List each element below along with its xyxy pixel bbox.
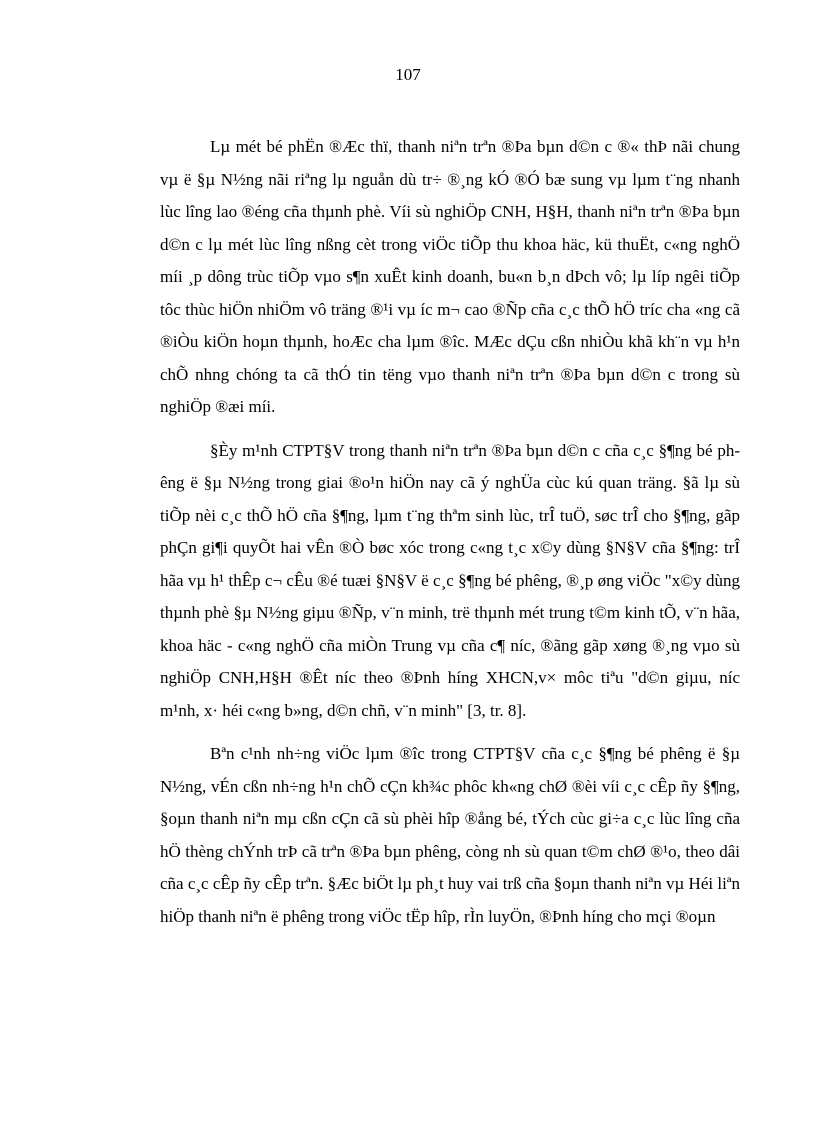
paragraph-2: §Èy m¹nh CTPT§V trong thanh niªn trªn ®Þa bµn d©n c cña c¸c §¶ng bé phêng ë §µ N½ng trong giai ®o¹n hiÖn nay cã ý nghÜa cùc kú quan träng. §ã lµ sù tiÕp nèi c¸c thÕ hÖ cña §¶ng, lµm t¨ng thªm sinh lùc, trÎ tuÖ, søc trÎ cho §¶ng, gãp phÇn gi¶i quyÕt hai vÊn ®Ò bøc xóc trong c«ng t¸c x©y dùng §N§V cña §¶ng: trÎ hãa vµ h¹ thÊp c¬ cÊu ®é tuæi §N§V ë c¸c §¶ng bé phêng, ®¸p øng viÖc "x©y dùng thµnh phè §µ N½ng giµu ®Ñp, v¨n minh, trë thµnh mét trung t©m kinh tÕ, v¨n hãa, khoa häc - c«ng nghÖ cña miÒn Trung vµ cña c¶ níc, ®ãng gãp xøng ®¸ng vµo sù nghiÖp CNH,H§H ®Êt níc theo ®Þnh híng XHCN,v× môc tiªu "d©n giµu, níc m¹nh, x· héi c«ng b»ng, d©n chñ, v¨n minh" [3, tr. 8].	[160, 440, 740, 720]
body-text	[160, 131, 740, 933]
paragraph-1: Lµ mét bé phËn ®Æc thï, thanh niªn trªn ®Þa bµn d©n c ®« thÞ nãi chung vµ ë §µ N½ng nãi riªng lµ nguån dù tr÷ ®¸ng kÓ ®Ó bæ sung vµ lµm t¨ng nhanh lùc lîng lao ®éng cña thµnh phè. Víi sù nghiÖp CNH, H§H, thanh niªn trªn ®Þa bµn d©n c lµ mét lùc lîng nßng cèt trong viÖc tiÕp thu khoa häc, kü thuËt, c«ng nghÖ míi ¸p dông trùc tiÕp vµo s¶n xuÊt kinh doanh, bu«n b¸n dÞch vô; lµ líp ngêi tiÕp tôc thùc hiÖn nhiÖm vô träng ®¹i vµ íc m¬ cao ®Ñp cña c¸c thÕ hÖ tríc cha «ng cã ®iÒu kiÖn hoµn thµnh, hoÆc cha lµm ®îc. MÆc dÇu cßn nhiÒu khã kh¨n vµ h¹n chÕ nhng chóng ta cã thÓ tin tëng vµo thanh niªn trªn ®Þa bµn d©n c trong sù nghiÖp ®æi míi.	[160, 137, 740, 416]
page-number: 107	[395, 65, 421, 84]
paragraph-3: Bªn c¹nh nh÷ng viÖc lµm ®îc trong CTPT§V cña c¸c §¶ng bé phêng ë §µ N½ng, vÉn cßn nh÷ng h¹n chÕ cÇn kh¾c phôc kh«ng chØ ®èi víi c¸c cÊp ñy §¶ng, §oµn thanh niªn mµ cßn cÇn cã sù phèi hîp ®ång bé, tÝch cùc gi÷a c¸c lùc lîng cña hÖ thèng chÝnh trÞ cã trªn ®Þa bµn phêng, còng nh sù quan t©m chØ ®¹o, theo dâi cña c¸c cÊp ñy cÊp trªn. §Æc biÖt lµ ph¸t huy vai trß cña §oµn thanh niªn vµ Héi liªn hiÖp thanh niªn ë phêng trong viÖc tËp hîp, rÌn luyÖn, ®Þnh híng cho mçi ®oµn	[160, 744, 740, 926]
